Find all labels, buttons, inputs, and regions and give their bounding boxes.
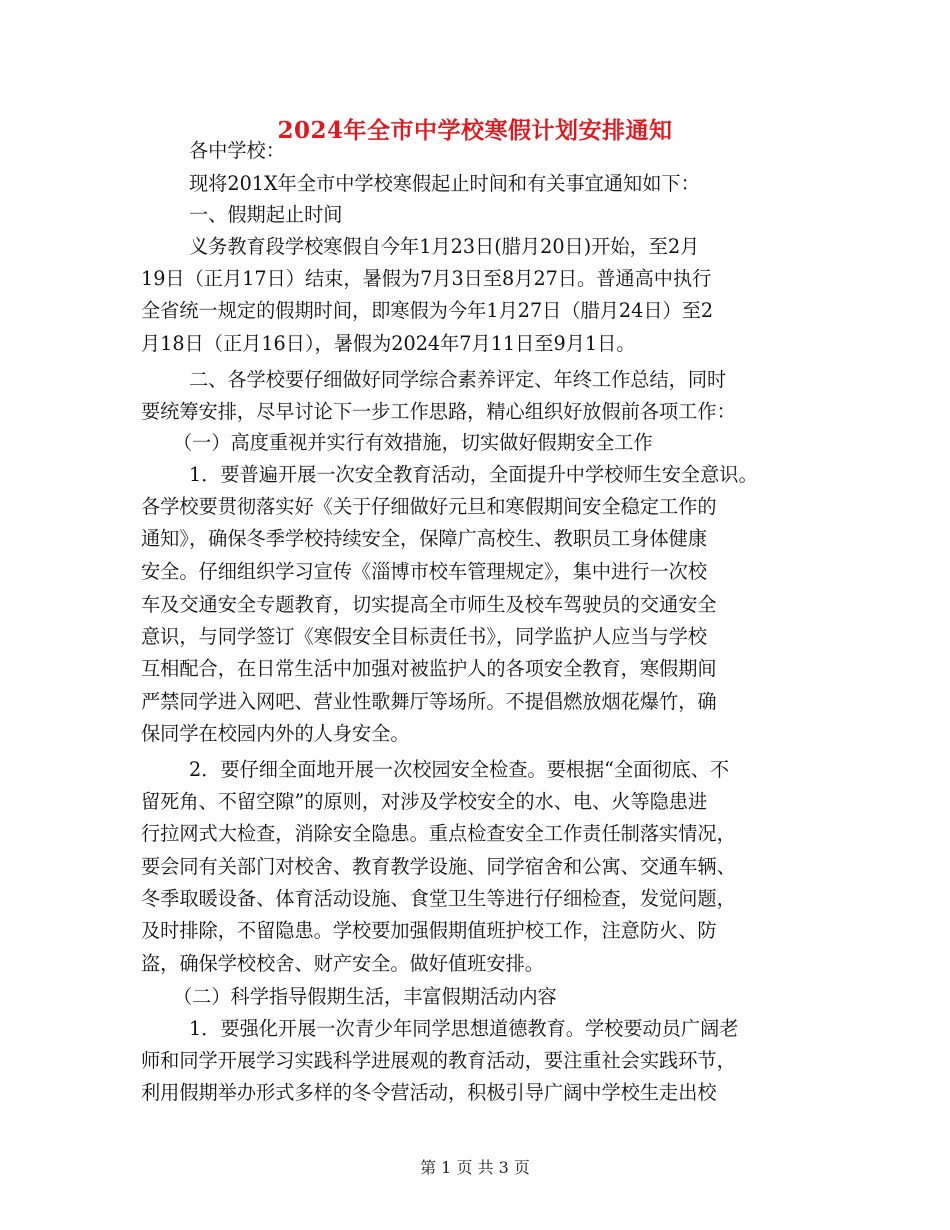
section-heading: 二、各学校要仔细做好同学综合素养评定、年终工作总结，同时 bbox=[189, 368, 727, 391]
paragraph-line: 车及交通安全专题教育，切实提高全市师生及校车驾驶员的交通安全 bbox=[141, 593, 717, 616]
paragraph-line: 行拉网式大检查，消除安全隐患。重点检查安全工作责任制落实情况， bbox=[141, 822, 736, 845]
paragraph-line: 冬季取暖设备、体育活动设施、食堂卫生等进行仔细检查，发觉问题， bbox=[141, 887, 736, 910]
paragraph-line: 月18日（正月16日），暑假为2024年7月11日至9月1日。 bbox=[141, 332, 636, 355]
paragraph-line: 要会同有关部门对校舍、教育教学设施、同学宿舍和公寓、交通车辆、 bbox=[141, 855, 736, 878]
paragraph-line: 义务教育段学校寒假自今年1月23日(腊月20日)开始，至2月 bbox=[189, 235, 700, 258]
paragraph-line: 要统筹安排，尽早讨论下一步工作思路，精心组织好放假前各项工作： bbox=[141, 400, 736, 423]
subsection-heading: （一）高度重视并实行有效措施，切实做好假期安全工作 bbox=[173, 431, 653, 454]
paragraph-line: 2．要仔细全面地开展一次校园安全检查。要根据“全面彻底、不 bbox=[189, 758, 730, 781]
paragraph-line: 安全。仔细组织学习宣传《淄博市校车管理规定》，集中进行一次校 bbox=[141, 560, 708, 583]
paragraph-line: 1．要强化开展一次青少年同学思想道德教育。学校要动员广阔老 bbox=[189, 1017, 739, 1040]
paragraph-line: 师和同学开展学习实践科学进展观的教育活动，要注重社会实践环节， bbox=[141, 1049, 736, 1072]
paragraph-line: 互相配合，在日常生活中加强对被监护人的各项安全教育，寒假期间 bbox=[141, 657, 717, 680]
paragraph-line: 现将201X年全市中学校寒假起止时间和有关事宜通知如下： bbox=[189, 172, 700, 195]
paragraph-line: 通知》，确保冬季学校持续安全，保障广高校生、教职员工身体健康 bbox=[141, 527, 708, 550]
paragraph-line: 及时排除，不留隐患。学校要加强假期值班护校工作，注意防火、防 bbox=[141, 919, 717, 942]
document-title: 2024年全市中学校寒假计划安排通知 bbox=[277, 117, 673, 144]
paragraph-line: 19日（正月17日）结束，暑假为7月3日至8月27日。普通高中执行 bbox=[141, 267, 712, 290]
paragraph-line: 严禁同学进入网吧、营业性歌舞厅等场所。不提倡燃放烟花爆竹，确 bbox=[141, 690, 717, 713]
paragraph-line: 各学校要贯彻落实好《关于仔细做好元旦和寒假期间安全稳定工作的 bbox=[141, 495, 717, 518]
paragraph-line: 全省统一规定的假期时间，即寒假为今年1月27日（腊月24日）至2 bbox=[141, 299, 714, 322]
paragraph-line: 盗，确保学校校舍、财产安全。做好值班安排。 bbox=[141, 952, 544, 975]
paragraph-line: 保同学在校园内外的人身安全。 bbox=[141, 722, 410, 745]
paragraph-line: 意识，与同学签订《寒假安全目标责任书》，同学监护人应当与学校 bbox=[141, 625, 708, 648]
paragraph-line: 留死角、不留空隙”的原则，对涉及学校安全的水、电、火等隐患进 bbox=[141, 790, 708, 813]
section-heading: 一、假期起止时间 bbox=[189, 203, 343, 226]
page-footer: 第 1 页 共 3 页 bbox=[420, 1158, 530, 1177]
paragraph-line: 1．要普遍开展一次安全教育活动，全面提升中学校师生安全意识。 bbox=[189, 463, 758, 486]
subsection-heading: （二）科学指导假期生活，丰富假期活动内容 bbox=[173, 985, 557, 1008]
salutation: 各中学校： bbox=[189, 139, 285, 162]
paragraph-line: 利用假期举办形式多样的冬令营活动，积极引导广阔中学校生走出校 bbox=[141, 1081, 717, 1104]
